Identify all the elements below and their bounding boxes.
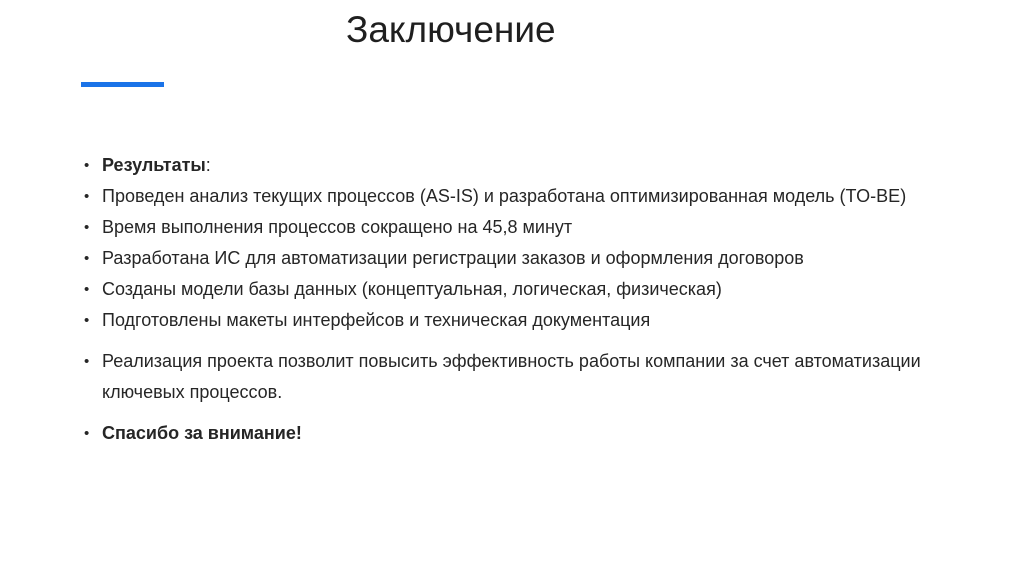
bullet-dot-icon: • [84,188,90,205]
bullet-item-db-models [84,274,964,305]
bullet-text: Проведен анализ текущих процессов (AS-IS) и разработана оптимизированная модель (TO-BE) [102,186,907,206]
bullet-dot-icon: • [84,312,90,329]
bullet-text: Реализация проекта позволит повысить эффективность работы компании за счет автоматизации ключевых процессов. [102,351,921,402]
title-accent-bar [81,82,164,87]
bullet-item-results [84,150,964,181]
bullet-text: Время выполнения процессов сокращено на 45,8 минут [102,217,573,237]
bullet-item-mockups [84,305,964,336]
bullet-text: Разработана ИС для автоматизации регистрации заказов и оформления договоров [102,248,804,268]
conclusion-bullet-list [84,150,964,449]
bullet-dot-icon: • [84,219,90,236]
bullet-dot-icon: • [84,425,90,442]
thanks-text: Спасибо за внимание! [102,423,302,443]
results-heading: Результаты [102,155,206,175]
bullet-text: Созданы модели базы данных (концептуальная, логическая, физическая) [102,279,722,299]
bullet-item-implementation [84,346,964,408]
bullet-item-analysis [84,181,964,212]
slide-title: Заключение [346,9,556,50]
bullet-item-is [84,243,964,274]
bullet-dot-icon: • [84,250,90,267]
bullet-dot-icon: • [84,353,90,370]
bullet-item-time [84,212,964,243]
bullet-dot-icon: • [84,281,90,298]
results-heading-colon: : [205,155,211,175]
bullet-text: Подготовлены макеты интерфейсов и техническая документация [102,310,651,330]
bullet-dot-icon: • [84,157,90,174]
bullet-item-thanks [84,418,964,449]
